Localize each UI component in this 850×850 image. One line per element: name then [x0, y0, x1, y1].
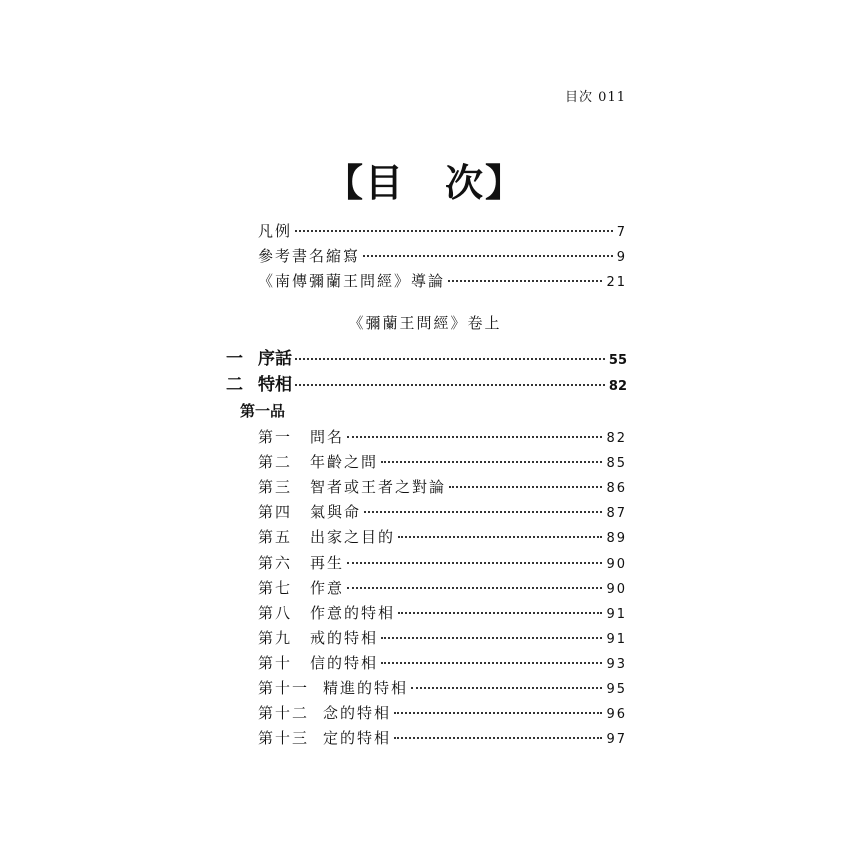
dot-leader	[449, 486, 602, 488]
toc-section-title: 作意的特相	[310, 603, 396, 622]
toc-entry-section[interactable]	[258, 625, 627, 651]
toc-section-title: 精進的特相	[323, 679, 409, 697]
toc-page-number: 21	[606, 275, 627, 290]
toc-page-number: 82	[606, 431, 627, 446]
toc-entry-front-matter[interactable]	[258, 218, 627, 244]
volume-heading: 《彌蘭王問經》卷上	[348, 314, 502, 332]
toc-entry-front-matter[interactable]	[258, 243, 627, 269]
toc-entry-section[interactable]	[258, 499, 627, 525]
toc-entry-section[interactable]	[258, 675, 627, 701]
dot-leader	[347, 562, 602, 564]
toc-entry-front-matter[interactable]	[258, 268, 627, 294]
toc-page-number: 97	[606, 732, 627, 748]
toc-page-number: 89	[606, 531, 627, 547]
dot-leader	[398, 612, 602, 614]
toc-page-number: 9	[616, 250, 627, 265]
toc-section-number: 第十	[258, 653, 293, 672]
toc-section-title: 智者或王者之對論	[310, 478, 447, 497]
toc-entry-section[interactable]	[258, 550, 627, 576]
toc-section-label	[258, 474, 446, 500]
toc-section-label	[258, 700, 391, 726]
toc-page-number: 93	[606, 656, 627, 672]
toc-part-number: 二	[226, 375, 243, 395]
toc-entry-section[interactable]	[258, 700, 627, 726]
toc-section-number: 第五	[258, 528, 293, 547]
toc-section-title: 作意	[310, 578, 345, 597]
toc-page-number: 86	[606, 481, 627, 497]
toc-section-label	[258, 550, 344, 576]
toc-page-number: 91	[606, 631, 627, 647]
toc-section-label	[258, 675, 408, 701]
toc-section-number: 第六	[258, 553, 293, 572]
toc-entry-label: 凡例	[258, 222, 293, 240]
toc-section-label	[258, 575, 344, 601]
toc-page-number: 85	[606, 456, 627, 472]
running-head: 目次 011	[565, 90, 626, 105]
toc-section-title: 問名	[310, 428, 345, 446]
toc-section-label	[258, 524, 395, 550]
dot-leader	[381, 461, 602, 463]
page-title: 【目 次】	[324, 161, 525, 205]
toc-section-title: 戒的特相	[310, 628, 379, 647]
toc-section-number: 第二	[258, 453, 293, 472]
toc-part-number: 一	[226, 349, 243, 369]
toc-section-label	[258, 600, 395, 626]
dot-leader	[381, 637, 602, 639]
toc-section-title: 年齡之問	[310, 453, 379, 472]
toc-section-label	[258, 625, 378, 651]
toc-section-number: 第八	[258, 603, 293, 622]
toc-page-number: 90	[606, 581, 627, 597]
toc-entry-section[interactable]	[258, 725, 627, 751]
dot-leader	[394, 737, 602, 739]
toc-page-number: 90	[606, 556, 627, 572]
dot-leader	[411, 687, 602, 689]
toc-page-number: 82	[608, 379, 627, 394]
toc-entry-section[interactable]	[258, 424, 627, 450]
toc-section-number: 第三	[258, 478, 293, 497]
toc-part-label	[226, 346, 292, 372]
dot-leader	[363, 255, 613, 257]
toc-entry-part[interactable]	[226, 346, 627, 372]
toc-page-number: 87	[606, 506, 627, 522]
toc-entry-part[interactable]	[226, 372, 627, 398]
toc-part-title: 序話	[258, 349, 292, 369]
toc-section-number: 第十一	[258, 679, 310, 697]
dot-leader	[347, 587, 602, 589]
toc-page-number: 91	[606, 606, 627, 622]
toc-section-label	[258, 499, 361, 525]
toc-section-number: 第十三	[258, 729, 310, 748]
dot-leader	[364, 511, 602, 513]
toc-entry-section[interactable]	[258, 474, 627, 500]
dot-leader	[381, 662, 602, 664]
dot-leader	[398, 536, 602, 538]
toc-section-number: 第四	[258, 503, 293, 522]
toc-part-title: 特相	[258, 375, 292, 395]
dot-leader	[295, 230, 613, 232]
toc-section-number: 第七	[258, 578, 293, 597]
toc-section-number: 第九	[258, 628, 293, 647]
toc-section-title: 信的特相	[310, 653, 379, 672]
dot-leader	[394, 712, 602, 714]
toc-section-title: 再生	[310, 553, 345, 572]
toc-entry-section[interactable]	[258, 575, 627, 601]
toc-section-number: 第一	[258, 428, 293, 446]
toc-section-number: 第十二	[258, 704, 310, 723]
toc-section-label	[258, 449, 378, 475]
toc-entry-label: 參考書名縮寫	[258, 247, 361, 265]
toc-section-title: 念的特相	[323, 704, 392, 723]
dot-leader	[347, 436, 602, 438]
toc-section-title: 出家之目的	[310, 528, 396, 547]
chapter-heading: 第一品	[240, 402, 286, 420]
toc-entry-label: 《南傳彌蘭王問經》導論	[258, 272, 446, 290]
toc-entry-section[interactable]	[258, 449, 627, 475]
toc-entry-section[interactable]	[258, 600, 627, 626]
dot-leader	[448, 280, 602, 282]
toc-page-number: 95	[606, 682, 627, 697]
toc-section-label	[258, 725, 391, 751]
toc-page-number: 7	[616, 225, 627, 240]
toc-section-label	[258, 424, 344, 450]
toc-section-label	[258, 650, 378, 676]
toc-entry-section[interactable]	[258, 650, 627, 676]
dot-leader	[295, 358, 605, 360]
toc-entry-section[interactable]	[258, 524, 627, 550]
toc-section-title: 氣與命	[310, 503, 362, 522]
dot-leader	[295, 384, 605, 386]
toc-part-label	[226, 372, 292, 398]
toc-page-number: 55	[608, 353, 627, 368]
toc-page-number: 96	[606, 707, 627, 723]
toc-section-title: 定的特相	[323, 729, 392, 748]
